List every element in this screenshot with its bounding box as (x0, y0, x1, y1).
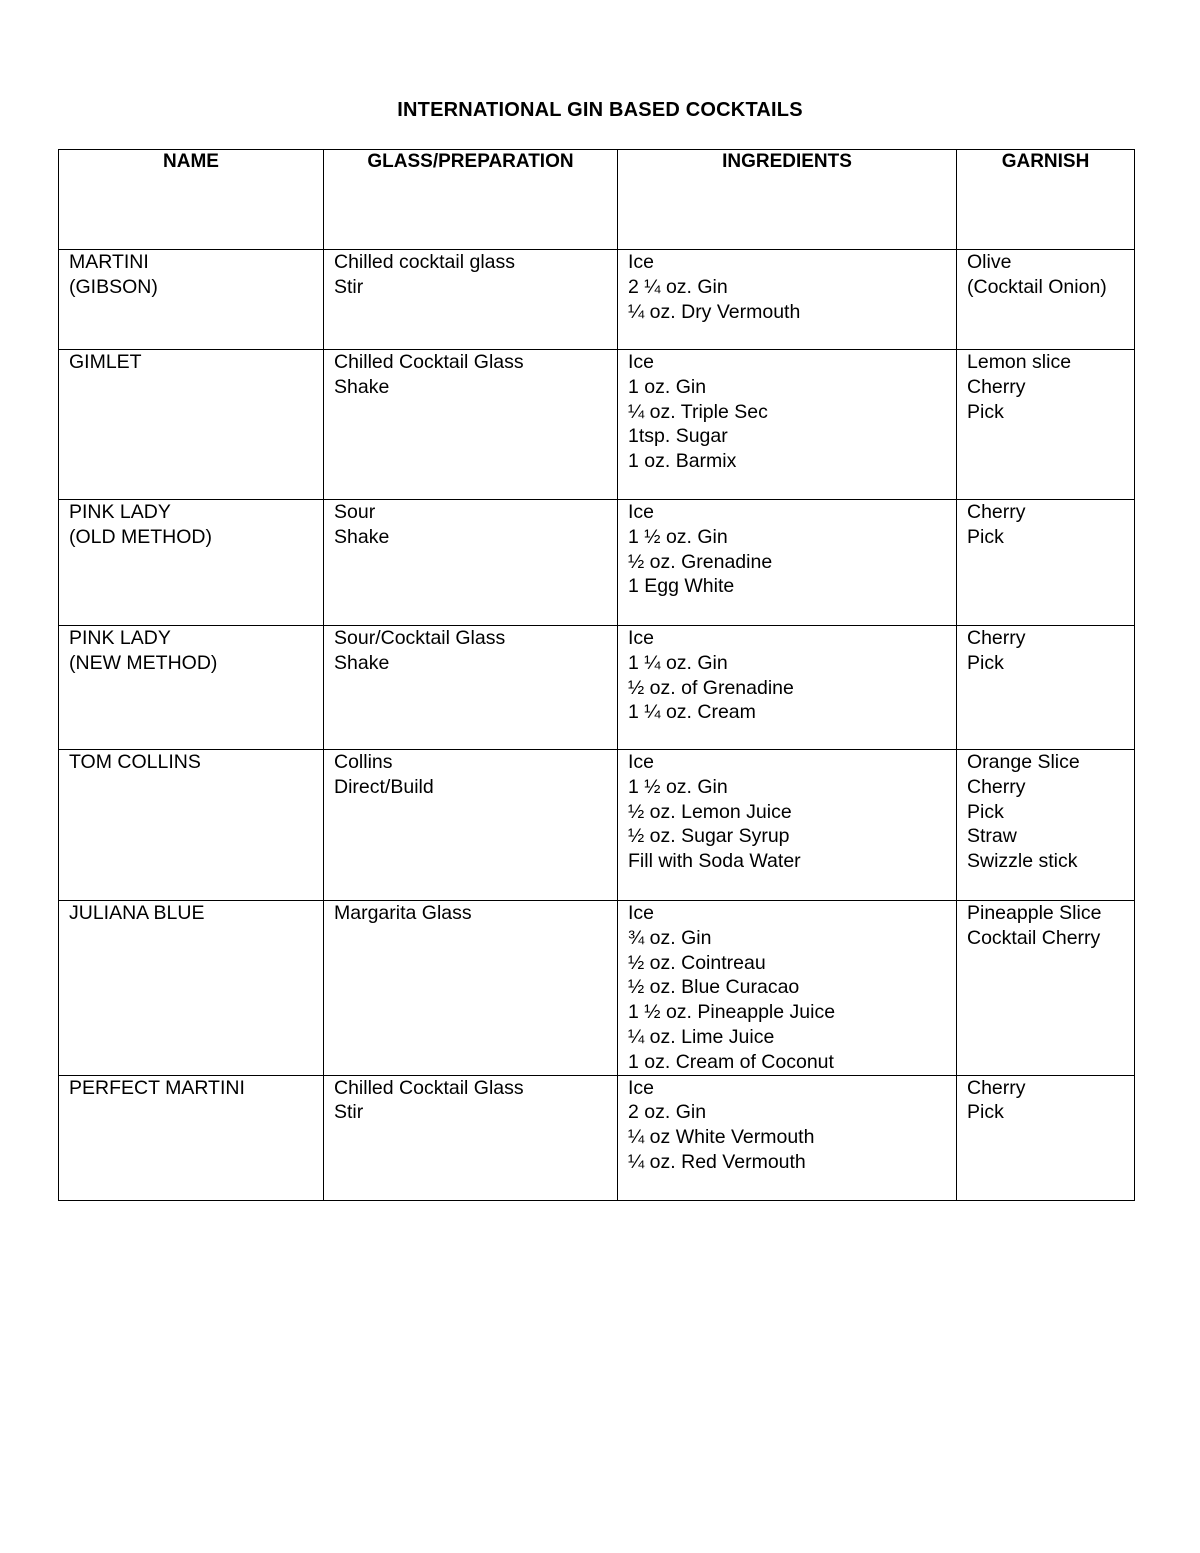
cocktail-name: JULIANA BLUE (59, 901, 324, 1076)
table-row (59, 626, 1135, 750)
ingredients: Ice ¾ oz. Gin ½ oz. Cointreau ½ oz. Blue Curacao 1 ½ oz. Pineapple Juice ¼ oz. Lime Juice 1 oz. Cream of Coconut (618, 901, 957, 1076)
cocktail-name: PERFECT MARTINI (59, 1075, 324, 1200)
garnish: Lemon slice Cherry Pick (957, 350, 1135, 500)
garnish: Pineapple Slice Cocktail Cherry (957, 901, 1135, 1076)
page-title: INTERNATIONAL GIN BASED COCKTAILS (397, 99, 803, 121)
header-ingredients: INGREDIENTS (618, 150, 957, 250)
cocktail-name: MARTINI (GIBSON) (59, 250, 324, 350)
ingredients: Ice 2 oz. Gin ¼ oz White Vermouth ¼ oz. Red Vermouth (618, 1075, 957, 1200)
ingredients: Ice 1 ½ oz. Gin ½ oz. Grenadine 1 Egg White (618, 500, 957, 626)
garnish: Olive (Cocktail Onion) (957, 250, 1135, 350)
header-name: NAME (59, 150, 324, 250)
cocktail-table (58, 149, 1135, 1201)
ingredients: Ice 1 ¼ oz. Gin ½ oz. of Grenadine 1 ¼ oz. Cream (618, 626, 957, 750)
table-row (59, 250, 1135, 350)
table-header-row (59, 150, 1135, 250)
glass-preparation: Chilled Cocktail Glass Stir (324, 1075, 618, 1200)
ingredients: Ice 1 oz. Gin ¼ oz. Triple Sec 1tsp. Sugar 1 oz. Barmix (618, 350, 957, 500)
table-row (59, 500, 1135, 626)
garnish: Cherry Pick (957, 626, 1135, 750)
glass-preparation: Sour Shake (324, 500, 618, 626)
table-row (59, 1075, 1135, 1200)
garnish: Orange Slice Cherry Pick Straw Swizzle stick (957, 750, 1135, 901)
glass-preparation: Sour/Cocktail Glass Shake (324, 626, 618, 750)
cocktail-name: GIMLET (59, 350, 324, 500)
glass-preparation: Chilled Cocktail Glass Shake (324, 350, 618, 500)
header-garnish: GARNISH (957, 150, 1135, 250)
table-row (59, 750, 1135, 901)
cocktail-name: PINK LADY (OLD METHOD) (59, 500, 324, 626)
glass-preparation: Margarita Glass (324, 901, 618, 1076)
garnish: Cherry Pick (957, 1075, 1135, 1200)
table-row (59, 901, 1135, 1076)
header-glass-preparation: GLASS/PREPARATION (324, 150, 618, 250)
cocktail-name: PINK LADY (NEW METHOD) (59, 626, 324, 750)
cocktail-name: TOM COLLINS (59, 750, 324, 901)
ingredients: Ice 2 ¼ oz. Gin ¼ oz. Dry Vermouth (618, 250, 957, 350)
glass-preparation: Collins Direct/Build (324, 750, 618, 901)
garnish: Cherry Pick (957, 500, 1135, 626)
glass-preparation: Chilled cocktail glass Stir (324, 250, 618, 350)
ingredients: Ice 1 ½ oz. Gin ½ oz. Lemon Juice ½ oz. Sugar Syrup Fill with Soda Water (618, 750, 957, 901)
table-row (59, 350, 1135, 500)
